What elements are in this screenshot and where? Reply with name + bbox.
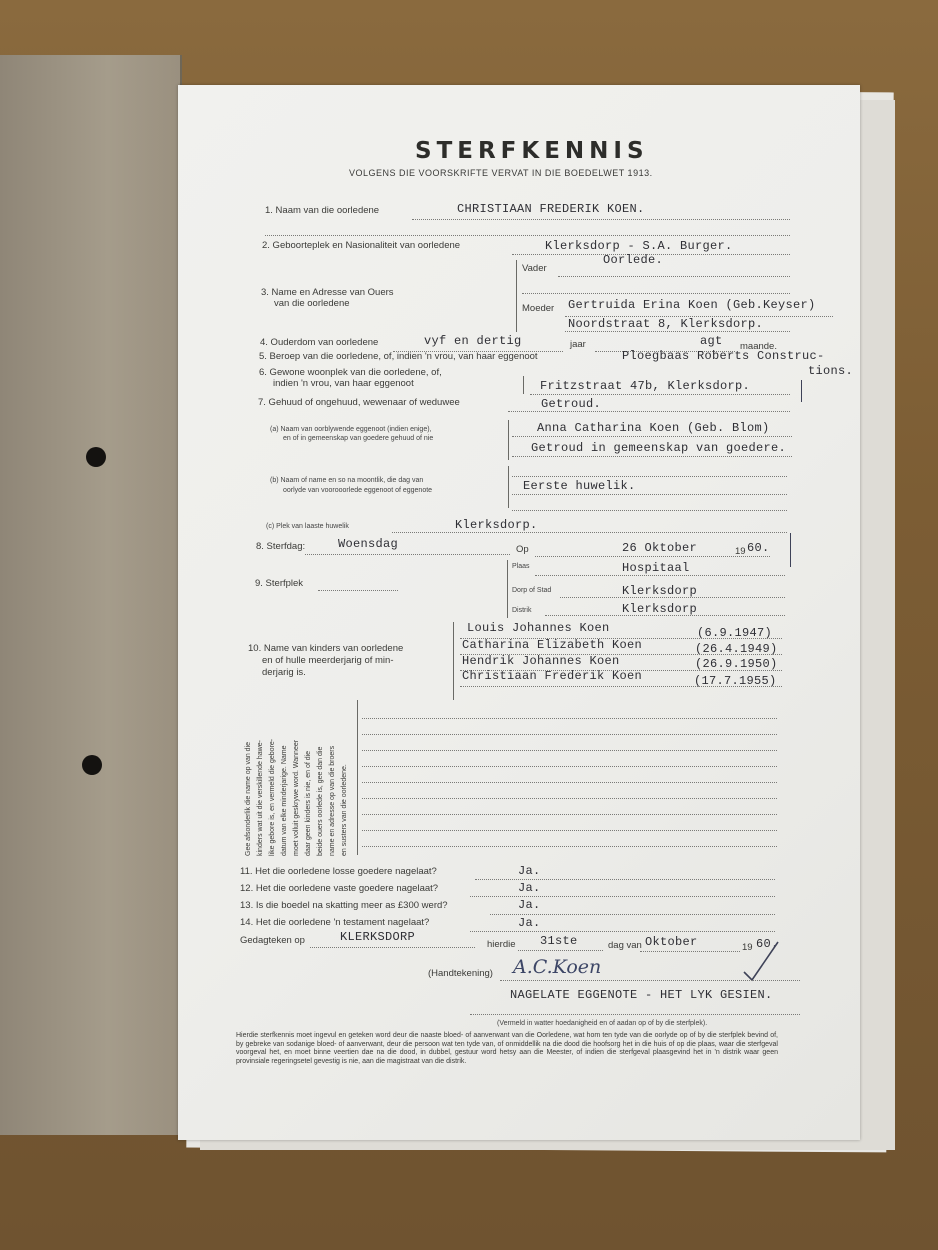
occupation-value-2: tions. xyxy=(808,364,854,378)
place-of-death-bracket xyxy=(507,560,508,618)
signature: A.C.Koen xyxy=(513,956,602,978)
death-year-value: 60. xyxy=(747,541,770,555)
side-note-line: like gebore is, en vermeld die gebore- xyxy=(269,738,276,856)
field-1-label: 1. Naam van die oorledene xyxy=(265,205,380,216)
previous-spouse-value: Eerste huwelik. xyxy=(523,479,636,493)
field-2-value: Klerksdorp - S.A. Burger. xyxy=(545,239,733,253)
side-note-line: daar geen kinders is nie, en of die xyxy=(305,750,312,856)
field-1-value: CHRISTIAAN FREDERIK KOEN. xyxy=(457,202,645,216)
field-6-label-2: indien 'n vrou, van haar eggenoot xyxy=(273,378,414,389)
side-note-line: Gee afsonderlik die name op van die xyxy=(245,741,252,856)
child-birthdate: (6.9.1947) xyxy=(697,626,773,640)
field-5-label: 5. Beroep van die oorledene, of, indien 'n vrou, van haar eggenoot xyxy=(259,351,538,362)
place-of-death-value: Hospitaal xyxy=(622,561,690,575)
spouse-name-value: Anna Catharina Koen (Geb. Blom) xyxy=(537,421,770,435)
community-of-property-value: Getroud in gemeenskap van goedere. xyxy=(531,441,787,455)
vader-value: Oorlede. xyxy=(603,253,664,267)
pen-check-mark xyxy=(742,940,782,990)
side-note-line: kinders wat uit die verskillende hawe- xyxy=(257,740,264,856)
binder-hole-top xyxy=(86,447,106,467)
field-7a-label: (a) Naam van oorblywende eggenoot (indien enige), xyxy=(270,426,432,433)
child-name: Catharina Elizabeth Koen xyxy=(462,638,643,652)
place-type-town-label: Dorp of Stad xyxy=(512,587,552,594)
previous-spouse-bracket xyxy=(508,466,509,508)
field-10-label: 10. Name van kinders van oorledene xyxy=(248,643,404,654)
signed-place-value: KLERKSDORP xyxy=(340,930,416,944)
field-6-label: 6. Gewone woonplek van die oorledene, of, xyxy=(259,367,442,378)
field-10-label-3: derjarig is. xyxy=(262,667,306,678)
field-7c-label: (c) Plek van laaste huwelik xyxy=(266,523,349,530)
form-title: STERFKENNIS xyxy=(415,138,649,164)
folder-cover xyxy=(0,55,182,1135)
question-12-answer: Ja. xyxy=(518,881,541,895)
side-note-line: en susters van die oorledene. xyxy=(341,764,348,856)
field-9-label: 9. Sterfplek xyxy=(255,578,304,589)
extra-children-bracket xyxy=(357,700,358,855)
residence-bracket xyxy=(523,376,524,394)
hierdie-label: hierdie xyxy=(487,939,516,950)
field-3-label: 3. Name en Adresse van Ouers xyxy=(261,287,394,298)
death-district-value: Klerksdorp xyxy=(622,602,698,616)
signer-capacity-value: NAGELATE EGGENOTE - HET LYK GESIEN. xyxy=(510,988,773,1002)
death-date-value: 26 Oktober xyxy=(622,541,698,555)
question-12-label: 12. Het die oorledene vaste goedere nagelaat? xyxy=(240,883,439,894)
side-instruction-note xyxy=(243,739,351,856)
binder-hole-bottom xyxy=(82,755,102,775)
op-label: Op xyxy=(516,544,529,555)
death-weekday-value: Woensdag xyxy=(338,537,399,551)
occupation-value-1: Ploegbaas Roberts Construc- xyxy=(622,349,825,363)
place-type-district-label: Distrik xyxy=(512,607,532,614)
vader-label: Vader xyxy=(522,263,547,274)
field-7a-label-2: en of in gemeenskap van goedere gehuud of nie xyxy=(283,435,434,442)
form-subtitle: VOLGENS DIE VOORSKRIFTE VERVAT IN DIE BOEDELWET 1913. xyxy=(349,168,653,178)
marital-status-value: Getroud. xyxy=(541,397,602,411)
jaar-label: jaar xyxy=(570,339,586,350)
signed-year-prefix: 19 xyxy=(742,942,753,953)
death-year-prefix: 19 xyxy=(735,546,746,557)
capacity-instruction: (Vermeld in watter hoedanigheid en of aadan op of by die sterfplek). xyxy=(497,1020,708,1027)
children-bracket xyxy=(453,622,454,700)
spouse-bracket xyxy=(508,420,509,460)
place-type-farm-label: Plaas xyxy=(512,563,530,570)
signed-at-label: Gedagteken op xyxy=(240,935,305,946)
signed-year-value: 60. xyxy=(756,937,779,951)
footer-instructions: Hierdie sterfkennis moet ingevul en geteken word deur die naaste bloed- of aanverwant van die Oorledene, wat hom ten tyde van die oorlyde op of by die sterfplek bevind of, by gebreke van sodanige bloed- of aanverwant, deur die persoon wat ten tyde van, of onmiddellik na die dood die hoofsorg het in die huis of op die plaas, waar die sterfgeval voorgeval het, en moet binne veertien dae na die dood, in dubbel, gestuur word hetsy aan die Meester, of indien die sterfgeval plaasgevind het in 'n distrik waar geen provinsiale regeringsetel gevestig is nie, aan die magistraat van die distrik. xyxy=(236,1032,778,1065)
child-birthdate: (26.4.1949) xyxy=(695,642,778,656)
moeder-label: Moeder xyxy=(522,303,555,314)
field-4-label: 4. Ouderdom van oorledene xyxy=(260,337,379,348)
side-note-line: name en adresse op van die broers xyxy=(329,745,336,856)
signature-label: (Handtekening) xyxy=(428,968,493,979)
residence-value: Fritzstraat 47b, Klerksdorp. xyxy=(540,379,751,393)
question-13-answer: Ja. xyxy=(518,898,541,912)
field-3-label-2: van die oorledene xyxy=(274,298,350,309)
question-11-answer: Ja. xyxy=(518,864,541,878)
moeder-value-2: Noordstraat 8, Klerksdorp. xyxy=(568,317,764,331)
field-7b-label: (b) Naam of name en so na moontlik, die dag van xyxy=(270,477,424,484)
side-note-line: moet volluit geskrywe word. Wanneer xyxy=(293,739,300,856)
age-years-value: vyf en dertig xyxy=(424,334,522,348)
signed-month-value: Oktober xyxy=(645,935,698,949)
question-14-answer: Ja. xyxy=(518,916,541,930)
side-note-line: beide ouers oorlede is, gee dan die xyxy=(317,746,324,856)
maande-label: maande. xyxy=(740,341,777,352)
field-7-label: 7. Gehuud of ongehuud, wewenaar of weduwee xyxy=(258,397,460,408)
signed-day-value: 31ste xyxy=(540,934,578,948)
side-note-line: datum van elke minderjarige. Name xyxy=(281,745,288,856)
field-10-label-2: en of hulle meerderjarig of min- xyxy=(262,655,394,666)
age-months-value: agt xyxy=(700,334,723,348)
moeder-value-1: Gertruida Erina Koen (Geb.Keyser) xyxy=(568,298,816,312)
child-birthdate: (26.9.1950) xyxy=(695,657,778,671)
field-7b-label-2: oorlyde van voorooorlede eggenoot of eggenote xyxy=(283,487,433,494)
child-birthdate: (17.7.1955) xyxy=(694,674,777,688)
pen-tick-6 xyxy=(801,380,802,402)
child-name: Hendrik Johannes Koen xyxy=(462,654,620,668)
question-13-label: 13. Is die boedel na skatting meer as £300 werd? xyxy=(240,900,448,911)
child-name: Louis Johannes Koen xyxy=(467,621,610,635)
dag-van-label: dag van xyxy=(608,940,642,951)
pen-tick-8 xyxy=(790,533,791,567)
last-marriage-place-value: Klerksdorp. xyxy=(455,518,538,532)
field-8-label: 8. Sterfdag: xyxy=(256,541,306,552)
question-14-label: 14. Het die oorledene 'n testament nagelaat? xyxy=(240,917,430,928)
child-name: Christiaan Frederik Koen xyxy=(462,669,643,683)
question-11-label: 11. Het die oorledene losse goedere nagelaat? xyxy=(240,866,437,877)
field-2-label: 2. Geboorteplek en Nasionaliteit van oorledene xyxy=(262,240,461,251)
parents-bracket xyxy=(516,260,517,332)
death-town-value: Klerksdorp xyxy=(622,584,698,598)
